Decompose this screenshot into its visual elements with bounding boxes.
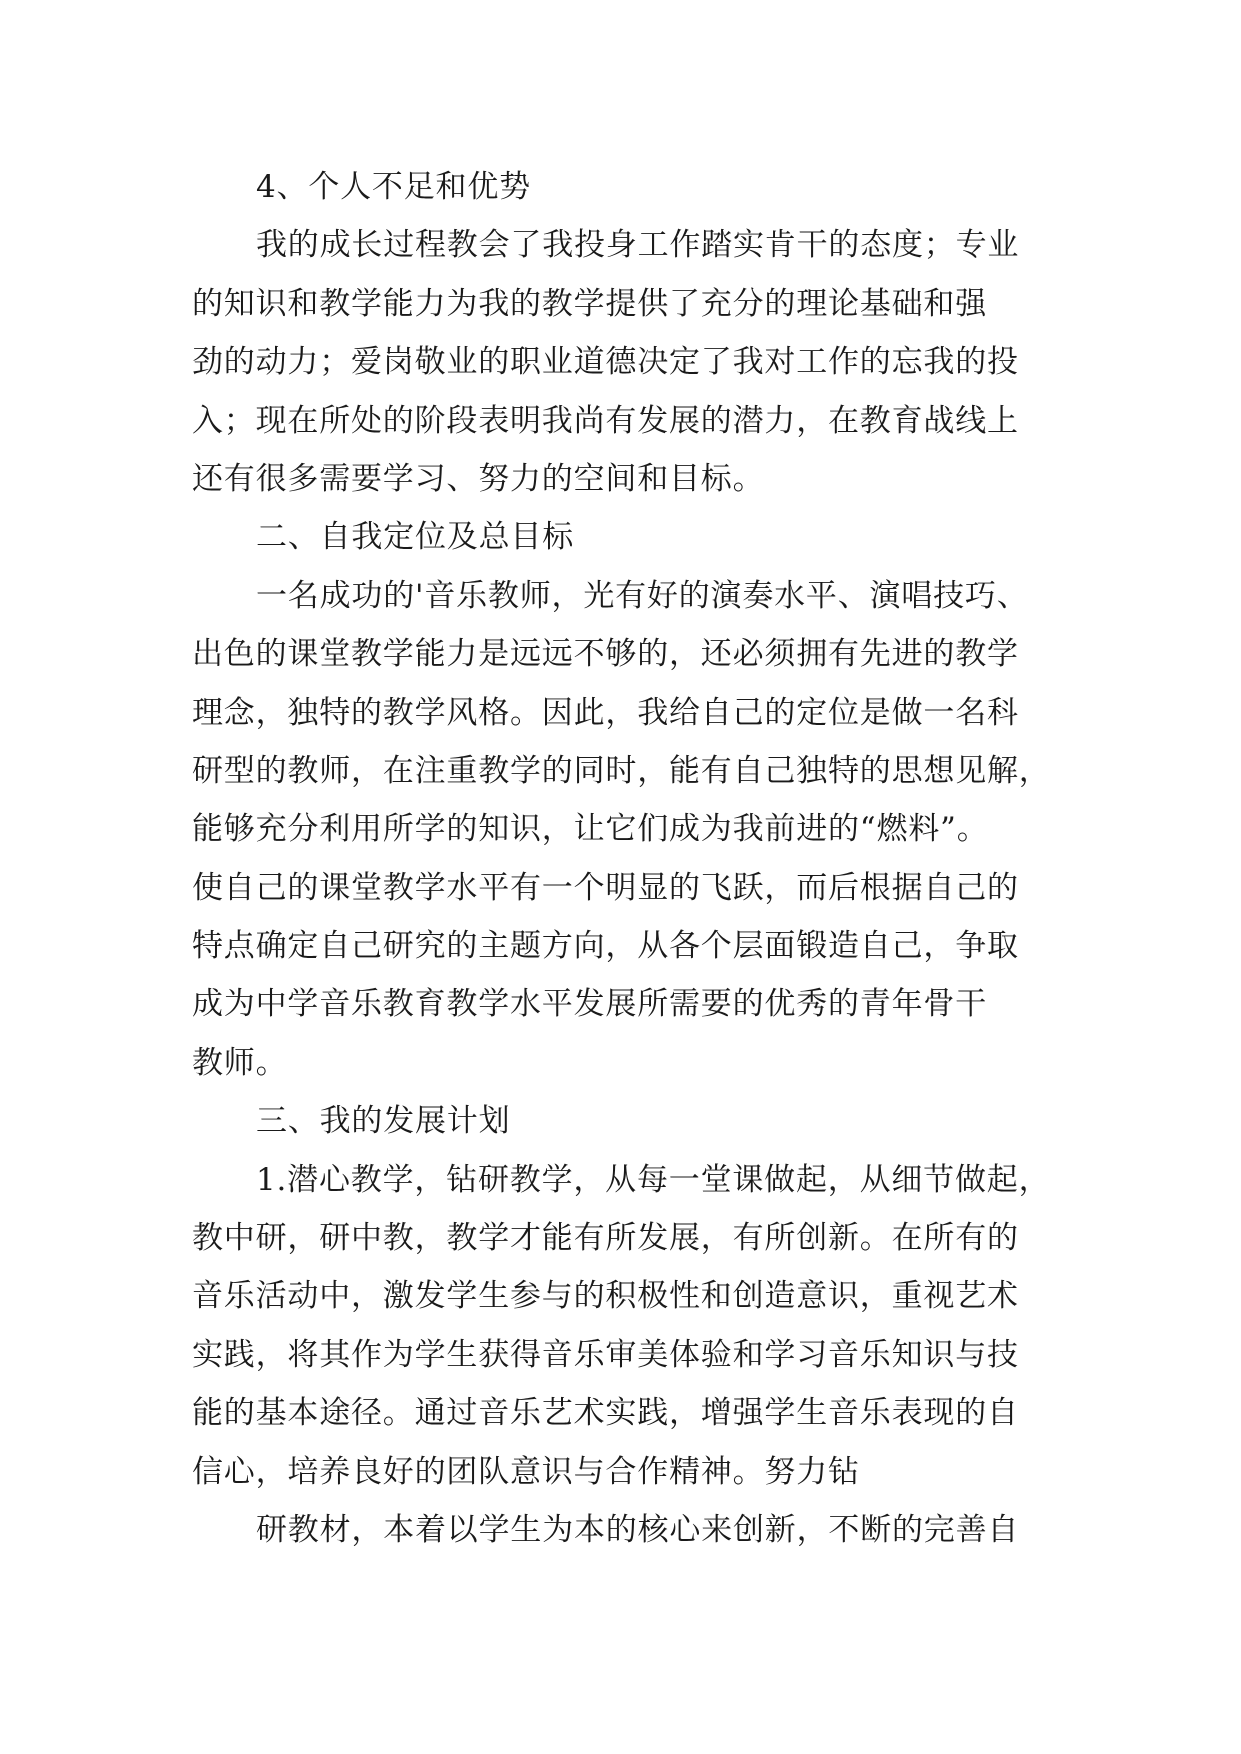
paragraph-line: 使自己的课堂教学水平有一个明显的飞跃，而后根据自己的: [192, 869, 1019, 906]
paragraph-line: 出色的课堂教学能力是远远不够的，还必须拥有先进的教学: [192, 636, 1019, 673]
section-heading: 4、个人不足和优势: [256, 169, 531, 205]
paragraph-line: 特点确定自己研究的主题方向，从各个层面锻造自己，争取: [192, 928, 1019, 965]
section-heading: 三、我的发展计划: [256, 1103, 511, 1140]
paragraph-line: 教师。: [192, 1044, 288, 1081]
paragraph-line: 能够充分利用所学的知识，让它们成为我前进的“燃料”。: [192, 811, 989, 848]
paragraph-line: 研型的教师，在注重教学的同时，能有自己独特的思想见解，: [192, 752, 1051, 789]
paragraph-line: 教中研，研中教，教学才能有所发展，有所创新。在所有的: [192, 1220, 1019, 1257]
paragraph-line: 理念，独特的教学风格。因此，我给自己的定位是做一名科: [192, 694, 1019, 731]
paragraph-line: 1.潜心教学，钻研教学，从每一堂课做起，从细节做起，: [256, 1161, 1051, 1198]
section-heading: 二、自我定位及总目标: [256, 519, 574, 556]
paragraph-line: 还有很多需要学习、努力的空间和目标。: [192, 460, 765, 497]
paragraph-line: 劲的动力；爱岗敬业的职业道德决定了我对工作的忘我的投: [192, 344, 1019, 381]
paragraph-line: 音乐活动中，激发学生参与的积极性和创造意识，重视艺术: [192, 1278, 1019, 1315]
paragraph-line: 一名成功的'音乐教师，光有好的演奏水平、演唱技巧、: [256, 577, 1029, 614]
paragraph-line: 的知识和教学能力为我的教学提供了充分的理论基础和强: [192, 285, 987, 322]
paragraph-line: 成为中学音乐教育教学水平发展所需要的优秀的青年骨干: [192, 986, 987, 1023]
paragraph-line: 实践，将其作为学生获得音乐审美体验和学习音乐知识与技: [192, 1336, 1019, 1373]
document-body: [192, 158, 1052, 1559]
paragraph-line: 研教材，本着以学生为本的核心来创新，不断的完善自: [256, 1511, 1020, 1548]
paragraph-line: 入；现在所处的阶段表明我尚有发展的潜力，在教育战线上: [192, 402, 1019, 439]
paragraph-line: 信心，培养良好的团队意识与合作精神。努力钻: [192, 1453, 860, 1490]
paragraph-line: 我的成长过程教会了我投身工作踏实肯干的态度；专业: [256, 227, 1020, 264]
paragraph-line: 能的基本途径。通过音乐艺术实践，增强学生音乐表现的自: [192, 1395, 1019, 1432]
